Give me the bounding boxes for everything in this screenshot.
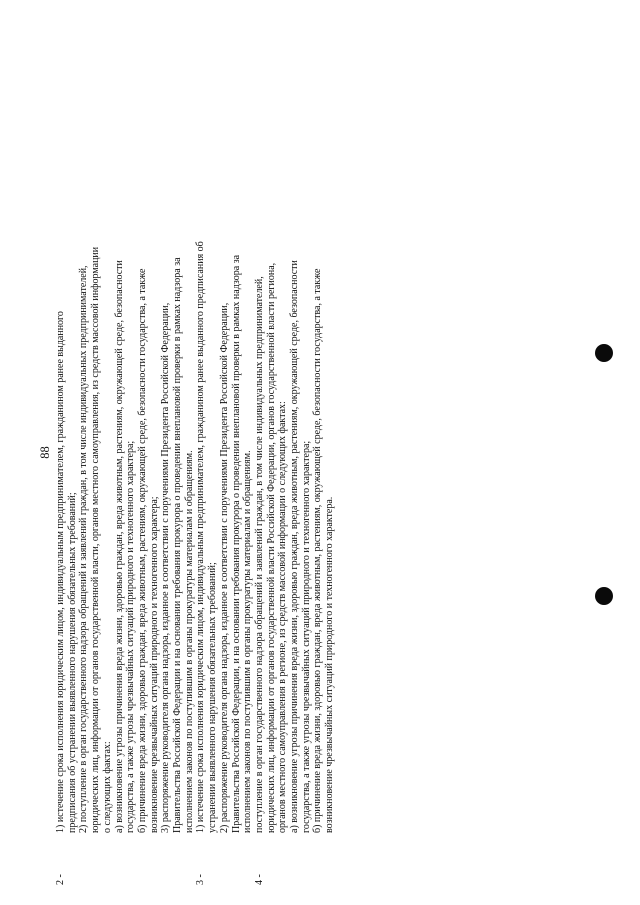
answer-number: 2 - <box>55 874 66 885</box>
text-line: б) причинение вреда жизни, здоровью граждан, вреда животным, растениям, окружающей среде, безопасности государства, а также <box>312 268 324 833</box>
text-line: 1) истечение срока исполнения юридическим лицом, индивидуальным предпринимателем, гражданином ранее выданного предписания об <box>195 241 207 833</box>
text-line: 1) истечение срока исполнения юридическим лицом, индивидуальным предпринимателем, гражданином ранее выданного <box>55 311 66 833</box>
text-line: юридических лиц, информации от органов государственной власти, органов местного самоуправления, из средств массовой информации <box>90 246 102 833</box>
text-line: поступление в орган государственного надзора обращений и заявлений граждан, в том числе индивидуальных предпринимателей, <box>253 276 265 833</box>
text-line: органов местного самоуправления в регионе, из средств массовой информации о следующих фактах: <box>277 401 289 833</box>
text-line: государства, а также угрозы чрезвычайных ситуаций природного и техногенного характера; <box>125 440 137 833</box>
answer-list <box>55 25 336 885</box>
text-line: юридических лиц, информации от органов государственной власти Российской Федерации, органов государственной власти региона, <box>265 262 277 833</box>
answer-number: 4 - <box>253 874 265 885</box>
text-line: 2) поступление в орган государственного надзора обращений и заявлений граждан, в том числе индивидуальных предпринимателей, <box>78 265 90 833</box>
text-line: предписания об устранении выявленного нарушения обязательных требований; <box>66 492 78 833</box>
text-line: Правительства Российской Федерации и на основании требования прокурора о проведении внеплановой проверки в рамках надзора за <box>172 257 184 833</box>
punch-hole-bottom <box>595 587 613 605</box>
text-line: о следующих фактах: <box>101 741 113 833</box>
text-line: б) причинение вреда жизни, здоровью граждан, вреда животным, растениям, окружающей среде, безопасности государства, а также <box>136 268 148 833</box>
text-line: 3) распоряжение руководителя органа надзора, изданное в соответствии с поручениями Президента Российской Федерации, <box>160 302 172 833</box>
text-line: государства, а также угрозы чрезвычайных ситуаций природного и техногенного характера; <box>300 440 312 833</box>
answer-number: 3 - <box>195 874 207 885</box>
text-line: возникновение чрезвычайных ситуаций природного и техногенного характера; <box>148 496 160 833</box>
text-line: 2) распоряжение руководителя органа надзора, изданное в соответствии с поручениями Президента Российской Федерации, <box>218 302 230 833</box>
answer-text <box>254 25 336 833</box>
text-line: исполнением законов по поступившим в органы прокуратуры материалам и обращениям. <box>183 450 195 833</box>
answer-row-4 <box>254 25 336 885</box>
text-line: а) возникновение угрозы причинения вреда жизни, здоровью граждан, вреда животным, растениям, окружающей среде, безопасности <box>289 260 301 833</box>
text-line: а) возникновение угрозы причинения вреда жизни, здоровью граждан, вреда животным, растениям, окружающей среде, безопасности <box>113 260 125 833</box>
answer-text <box>195 25 254 833</box>
text-line: Правительства Российской Федерации, и на основании требования прокурора о проведении внеплановой проверки в рамках надзора за <box>230 254 242 833</box>
text-line: возникновение чрезвычайных ситуаций природного и техногенного характера. <box>324 496 336 833</box>
page-number: 88 <box>38 446 52 459</box>
answer-text <box>55 25 195 833</box>
text-line: устранении выявленного нарушения обязательных требований; <box>207 562 219 833</box>
text-line: исполнением законов по поступившим в органы прокуратуры материалам и обращениям. <box>242 450 254 833</box>
answer-row-2 <box>55 25 195 885</box>
answer-row-3 <box>195 25 254 885</box>
punch-hole-top <box>595 344 613 362</box>
